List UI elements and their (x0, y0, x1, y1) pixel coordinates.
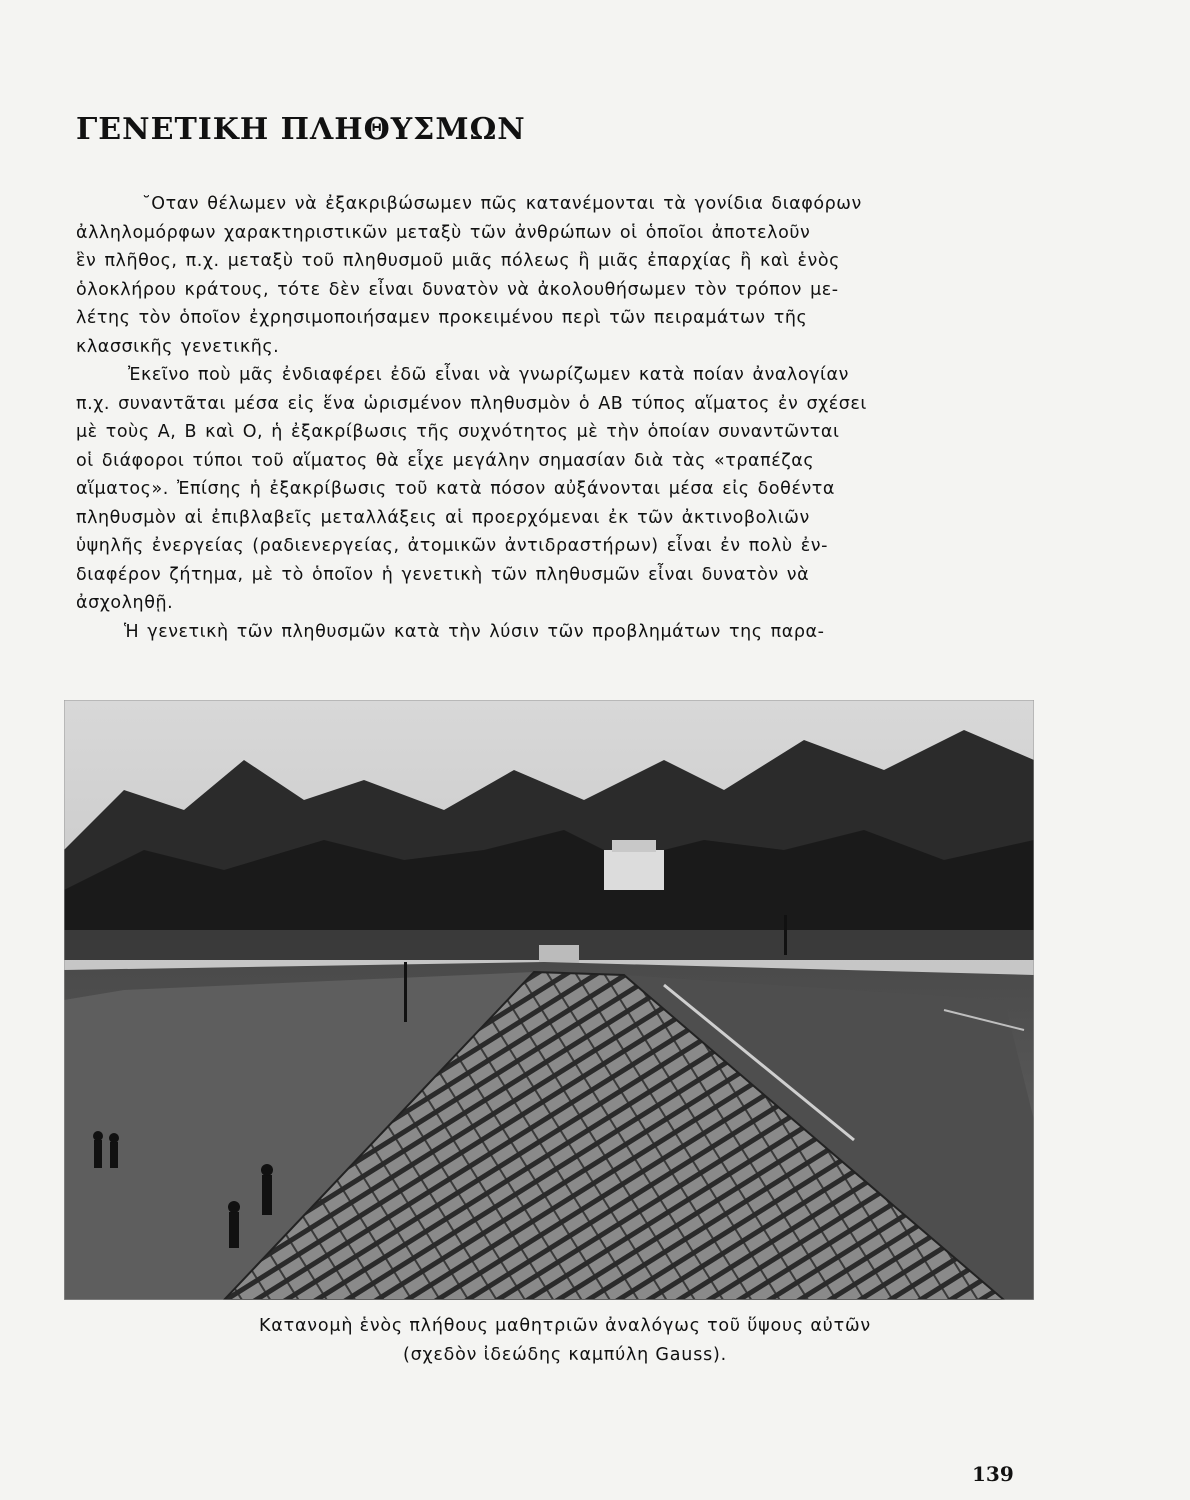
stadium-photo (64, 700, 1034, 1300)
text-line: ἀσχοληθῇ. (76, 593, 174, 613)
text-line: ὁλοκλήρου κράτους, τότε δὲν εἶναι δυνατὸν νὰ ἀκολουθήσωμεν τὸν τρόπον με- (76, 279, 839, 300)
text-line: πληθυσμὸν αἱ ἐπιβλαβεῖς μεταλλάξεις αἱ προερχόμεναι ἐκ τῶν ἀκτινοβολιῶν (76, 507, 810, 528)
caption-line: Κατανομὴ ἑνὸς πλήθους μαθητριῶν ἀναλόγως τοῦ ὕψους αὐτῶν (259, 1316, 871, 1336)
text-line: ὑψηλῆς ἐνεργείας (ραδιενεργείας, ἀτομικῶν ἀντιδραστήρων) εἶναι ἐν πολὺ ἐν- (76, 536, 828, 556)
stadium-illustration (64, 700, 1034, 1300)
body-paragraphs (76, 190, 1032, 646)
text-line: οἱ διάφοροι τύποι τοῦ αἵματος θὰ εἶχε μεγάλην σημασίαν διὰ τὰς «τραπέζας (76, 450, 815, 471)
page-number: 139 (972, 1462, 1014, 1486)
text-line: λέτης τὸν ὁποῖον ἐχρησιμοποιήσαμεν προκειμένου περὶ τῶν πειραμάτων τῆς (76, 308, 808, 328)
text-line: διαφέρον ζήτημα, μὲ τὸ ὁποῖον ἡ γενετικὴ τῶν πληθυσμῶν εἶναι δυνατὸν νὰ (76, 564, 810, 585)
text-line: μὲ τοὺς Α, Β καὶ Ο, ἡ ἐξακρίβωσις τῆς συχνότητος μὲ τὴν ὁποίαν συναντῶνται (76, 422, 840, 442)
photo-caption (100, 1312, 1030, 1370)
caption-line: (σχεδὸν ἰδεώδης καμπύλη Gauss). (402, 1345, 728, 1365)
text-line: ἓν πλῆθος, π.χ. μεταξὺ τοῦ πληθυσμοῦ μιᾶς πόλεως ἢ μιᾶς ἐπαρχίας ἢ καὶ ἑνὸς (76, 251, 840, 271)
text-line: κλασσικῆς γενετικῆς. (76, 336, 280, 357)
page-title: ΓΕΝΕΤΙΚΗ ΠΛΗΘΥΣΜΩΝ (76, 112, 526, 147)
text-line: αἵματος». Ἐπίσης ἡ ἐξακρίβωσις τοῦ κατὰ πόσον αὐξάνονται μέσα εἰς δοθέντα (76, 479, 835, 499)
text-line: Ἐκεῖνο ποὺ μᾶς ἐνδιαφέρει ἐδῶ εἶναι νὰ γνωρίζωμεν κατὰ ποίαν ἀναλογίαν (128, 365, 849, 385)
text-line: Ἡ γενετικὴ τῶν πληθυσμῶν κατὰ τὴν λύσιν τῶν προβλημάτων της παρα- (124, 621, 825, 642)
text-line: π.χ. συναντᾶται μέσα εἰς ἕνα ὡρισμένον πληθυσμὸν ὁ ΑΒ τύπος αἵματος ἐν σχέσει (76, 393, 867, 414)
text-line: ἀλληλομόρφων χαρακτηριστικῶν μεταξὺ τῶν ἀνθρώπων οἱ ὁποῖοι ἀποτελοῦν (76, 222, 811, 243)
text-line: ˘Οταν θέλωμεν νὰ ἐξακριβώσωμεν πῶς κατανέμονται τὰ γονίδια διαφόρων (142, 194, 862, 214)
